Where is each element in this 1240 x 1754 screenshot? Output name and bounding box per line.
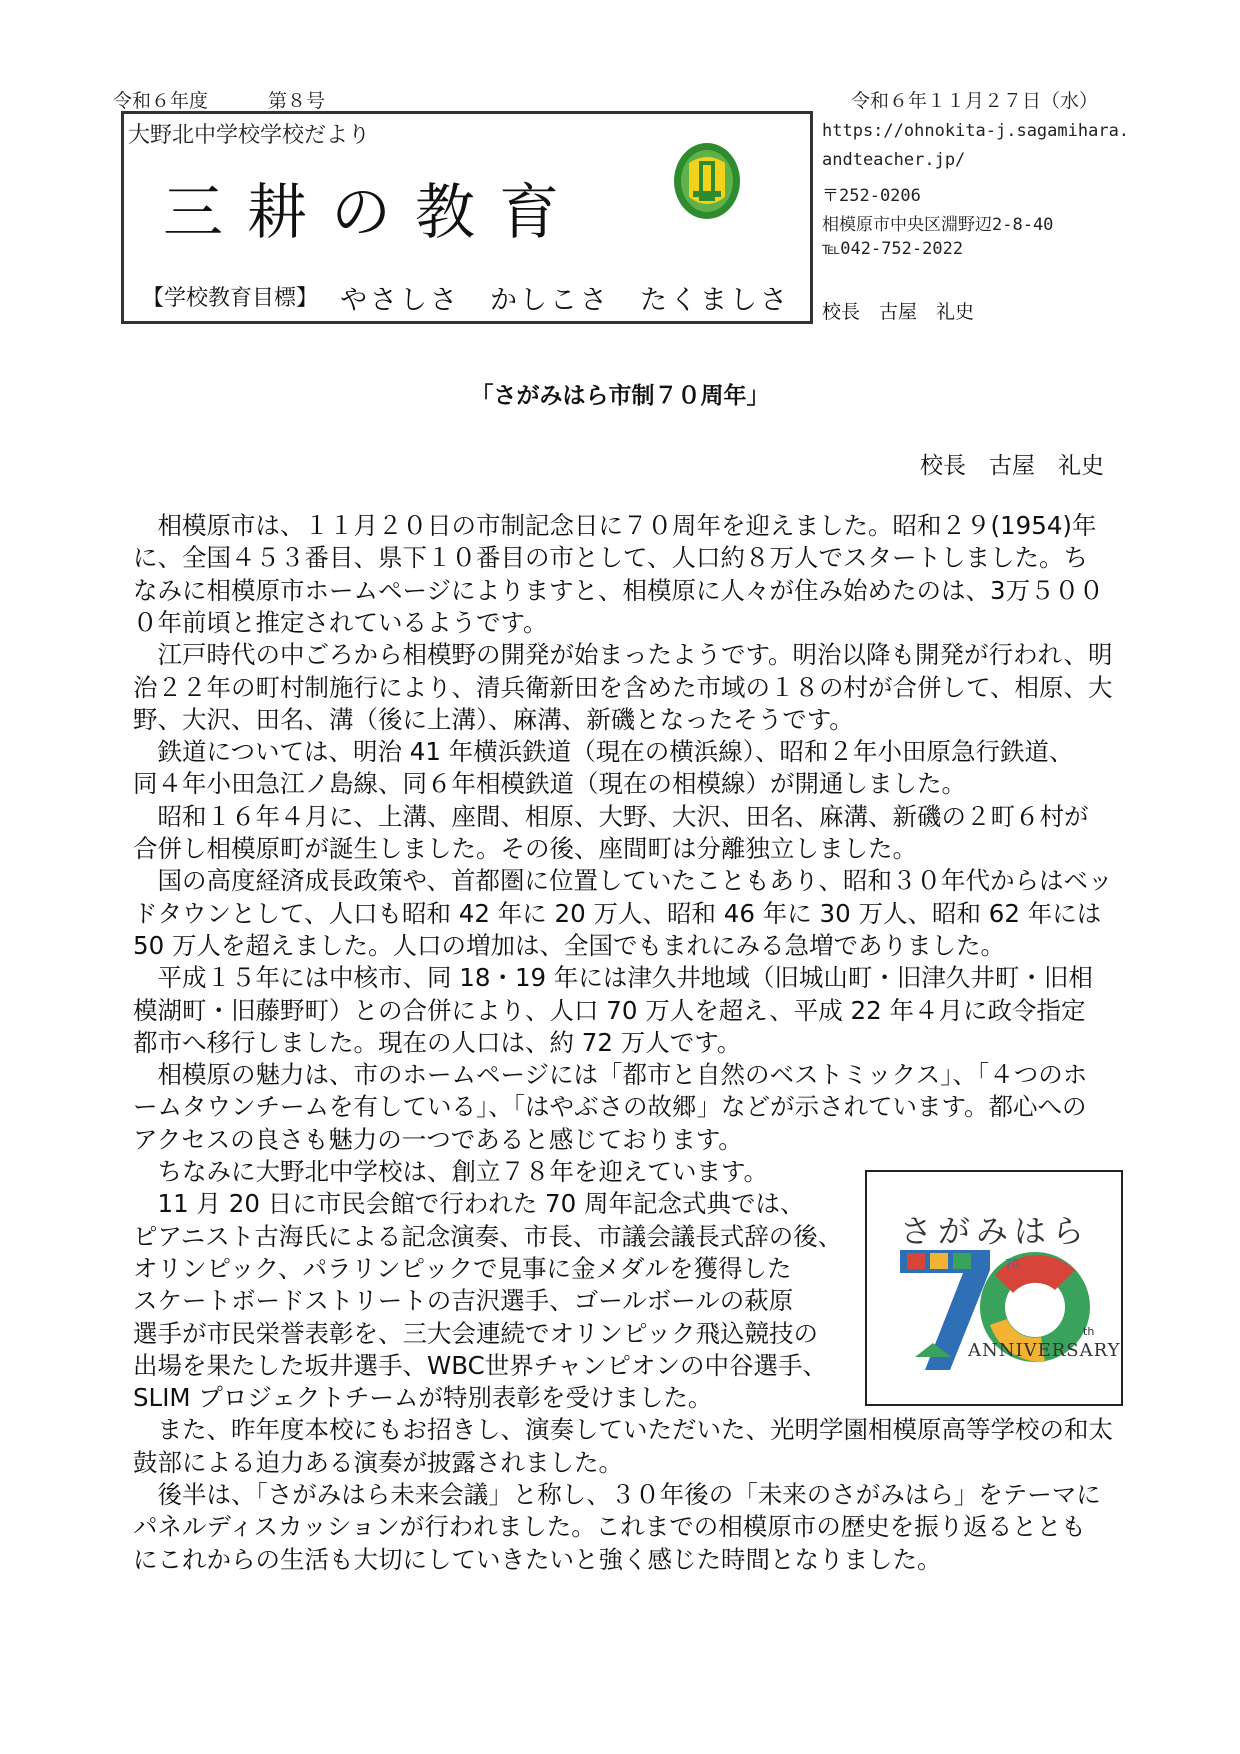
article-line: オリンピック、パラリンピックで見事に金メダルを獲得した <box>133 1253 792 1283</box>
article-line: 50 万人を超えました。人口の増加は、全国でもまれにみる急増でありました。 <box>133 930 1005 960</box>
article-line: ０年前頃と推定されているようです。 <box>133 607 548 637</box>
article-line: ームタウンチームを有している」、「はやぶさの故郷」などが示されています。都心への <box>133 1092 1087 1122</box>
article-author: 校長 古屋 礼史 <box>920 453 1104 479</box>
article-line: 平成１５年には中核市、同 18・19 年には津久井地域（旧城山町・旧津久井町・旧相 <box>133 963 1093 993</box>
newsletter-name: 大野北中学校学校だより <box>128 123 371 148</box>
article-line: スケートボードストリートの吉沢選手、ゴールボールの萩原 <box>133 1286 794 1316</box>
issue-year: 令和６年度 <box>113 90 209 112</box>
article-line: 模湖町・旧藤野町）との合併により、人口 70 万人を超え、平成 22 年４月に政令指定 <box>133 995 1086 1025</box>
article-line: SLIM プロジェクトチームが特別表彰を受けました。 <box>133 1383 713 1413</box>
school-emblem-icon <box>671 141 743 223</box>
article-line: にこれからの生活も大切にしていきたいと強く感じた時間となりました。 <box>133 1544 942 1574</box>
article-line: 野、大沢、田名、溝（後に上溝）、麻溝、新磯となったそうです。 <box>133 704 854 734</box>
school-address: 相模原市中央区淵野辺2-8-40 <box>822 215 1054 235</box>
article-line: なみに相模原市ホームページによりますと、相模原に人々が住み始めたのは、3万５００ <box>133 575 1104 605</box>
school-phone: ℡042-752-2022 <box>822 239 964 259</box>
main-title: 三耕の教育 <box>163 178 583 248</box>
article-line: アクセスの良さも魅力の一つであると感じております。 <box>133 1124 743 1154</box>
article-line: 相模原の魅力は、市のホームページには「都市と自然のベストミックス」、「４つのホ <box>133 1060 1088 1090</box>
article-line: パネルディスカッションが行われました。これまでの相模原市の歴史を振り返るととも <box>133 1512 1086 1542</box>
article-line: 都市へ移行しました。現在の人口は、約 72 万人です。 <box>133 1027 742 1057</box>
article-line: 江戸時代の中ごろから相模野の開発が始まったようです。明治以降も開発が行われ、明 <box>133 640 1113 670</box>
logo-th: th <box>1083 1325 1095 1338</box>
logo-text: さがみはら <box>900 1212 1091 1250</box>
logo-anniversary: ANNIVERSARY <box>968 1340 1121 1361</box>
article-line: 合併し相模原町が誕生しました。その後、座間町は分離独立しました。 <box>133 834 917 863</box>
article-line: 国の高度経済成長政策や、首都圏に位置していたこともあり、昭和３０年代からはベッ <box>133 866 1113 896</box>
article-line: また、昨年度本校にもお招きし、演奏していただいた、光明学園相模原高等学校の和太 <box>133 1415 1113 1445</box>
article-line: 鼓部による迫力ある演奏が披露されました。 <box>133 1447 623 1477</box>
article-line: 鉄道については、明治 41 年横浜鉄道（現在の横浜線）、昭和２年小田原急行鉄道、 <box>133 737 1074 767</box>
issue-number: 第８号 <box>268 90 326 112</box>
principal-name: 校長 古屋 礼史 <box>822 301 975 323</box>
article-title: 「さがみはら市制７０周年」 <box>470 383 770 409</box>
article-line: 出場を果たした坂井選手、WBC世界チャンピオンの中谷選手、 <box>133 1350 827 1380</box>
article-line: 選手が市民栄誉表彰を、三大会連続でオリンピック飛込競技の <box>133 1318 819 1348</box>
school-goal-text: やさしさ かしこさ たくましさ <box>340 285 790 316</box>
school-url-line1: https://ohnokita-j.sagamihara. <box>822 121 1130 141</box>
logo-70-number: 70 <box>1005 1257 1019 1270</box>
article-line: 後半は、「さがみはら未来会議」と称し、３０年後の「未来のさがみはら」をテーマに <box>133 1480 1101 1509</box>
article-line: 治２２年の町村制施行により、清兵衛新田を含めた市域の１８の村が合併して、相原、大 <box>133 672 1113 702</box>
article-line: に、全国４５３番目、県下１０番目の市として、人口約８万人でスタートしました。ち <box>133 543 1089 573</box>
article-line: ピアニスト古海氏による記念演奏、市長、市議会議長式辞の後、 <box>133 1221 843 1251</box>
postal-code: 〒252-0206 <box>822 186 921 206</box>
school-goal-label: 【学校教育目標】 <box>142 286 319 311</box>
article-line: 昭和１６年４月に、上溝、座間、相原、大野、大沢、田名、麻溝、新磯の２町６村が <box>133 801 1089 831</box>
article-line: ドタウンとして、人口も昭和 42 年に 20 万人、昭和 46 年に 30 万人、昭和 62 年には <box>133 898 1102 928</box>
article-line: 11 月 20 日に市民会館で行われた 70 周年記念式典では、 <box>133 1189 805 1219</box>
school-url-line2: andteacher.jp/ <box>822 150 966 170</box>
issue-date: 令和６年１１月２７日（水） <box>851 90 1099 112</box>
article-line: ちなみに大野北中学校は、創立７８年を迎えています。 <box>133 1157 769 1186</box>
article-line: 同４年小田急江ノ島線、同６年相模鉄道（現在の相模線）が開通しました。 <box>133 769 966 799</box>
article-line: 相模原市は、１１月２０日の市制記念日に７０周年を迎えました。昭和２９(1954)年 <box>133 511 1097 540</box>
